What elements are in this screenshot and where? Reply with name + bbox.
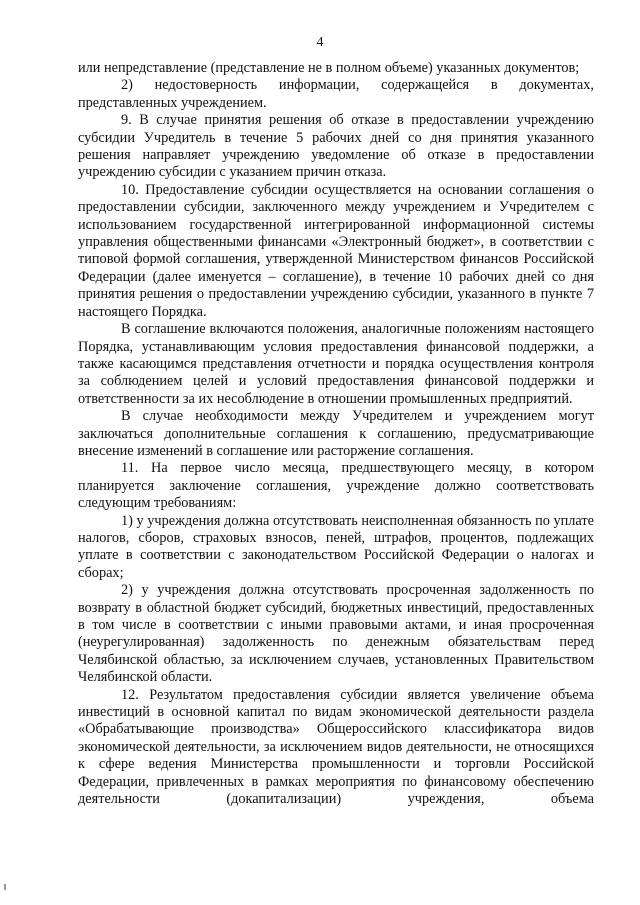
paragraph: 10. Предоставление субсидии осуществляется на основании соглашения о предоставлении субсидии, заключенного между учреждением и Учредителем с использованием государственной интегрированной информационной системы управления общественными финансами «Электронный бюджет», в соответствии с типовой формой соглашения, утвержденной Министерством финансов Российской Федерации (далее именуется – соглашение), в течение 10 рабочих дней со дня принятия решения о предоставлении учреждению субсидии, указанного в пункте 7 настоящего Порядка. (78, 181, 594, 320)
paragraph: 11. На первое число месяца, предшествующего месяцу, в котором планируется заключение соглашения, учреждение должно соответствовать следующим требованиям: (78, 460, 594, 512)
scan-edge-mark (4, 884, 6, 890)
paragraph: или непредставление (представление не в полном объеме) указанных документов; (78, 60, 580, 76)
paragraph: 2) недостоверность информации, содержащейся в документах, представленных учреждением. (78, 77, 594, 111)
paragraph: 2) у учреждения должна отсутствовать просроченная задолженность по возврату в областной бюджет субсидий, бюджетных инвестиций, предоставленных в том числе в соответствии с иными правовыми актами, и иная просроченная (неурегулированная) задолженность по денежным обязательствам перед Челябинской областью, за исключением случаев, установленных Правительством Челябинской области. (78, 582, 594, 686)
page-number: 4 (316, 35, 324, 50)
paragraph: 1) у учреждения должна отсутствовать неисполненная обязанность по уплате налогов, сборов, страховых взносов, пеней, штрафов, процентов, подлежащих уплате в соответствии с законодательством Российской Федерации о налогах и сборах; (78, 512, 594, 581)
paragraph: В случае необходимости между Учредителем и учреждением могут заключаться дополнительные соглашения к соглашению, предусматривающие внесение изменений в соглашение или расторжение соглашения. (78, 408, 594, 459)
paragraph: В соглашение включаются положения, аналогичные положениям настоящего Порядка, устанавливающим условия предоставления финансовой поддержки, а также касающимся представления отчетности и порядка осуществления контроля за соблюдением целей и условий предоставления финансовой поддержки и ответственности за их несоблюдение в отношении промышленных предприятий. (78, 321, 594, 407)
document-body (78, 60, 594, 808)
paragraph: 12. Результатом предоставления субсидии является увеличение объема инвестиций в основной капитал по видам экономической деятельности раздела «Обрабатывающие производства» Общероссийского классификатора видов экономической деятельности, за исключением видов деятельности, не относящихся к сфере ведения Министерства промышленности и торговли Российской Федерации, привлеченных в рамках мероприятия по финансовому обеспечению деятельности (докапитализации) учреждения, объема (78, 686, 594, 808)
paragraph: 9. В случае принятия решения об отказе в предоставлении учреждению субсидии Учредитель в течение 5 рабочих дней со дня принятия указанного решения направляет учреждению уведомление об отказе в предоставлении учреждению субсидии с указанием причин отказа. (78, 112, 594, 181)
